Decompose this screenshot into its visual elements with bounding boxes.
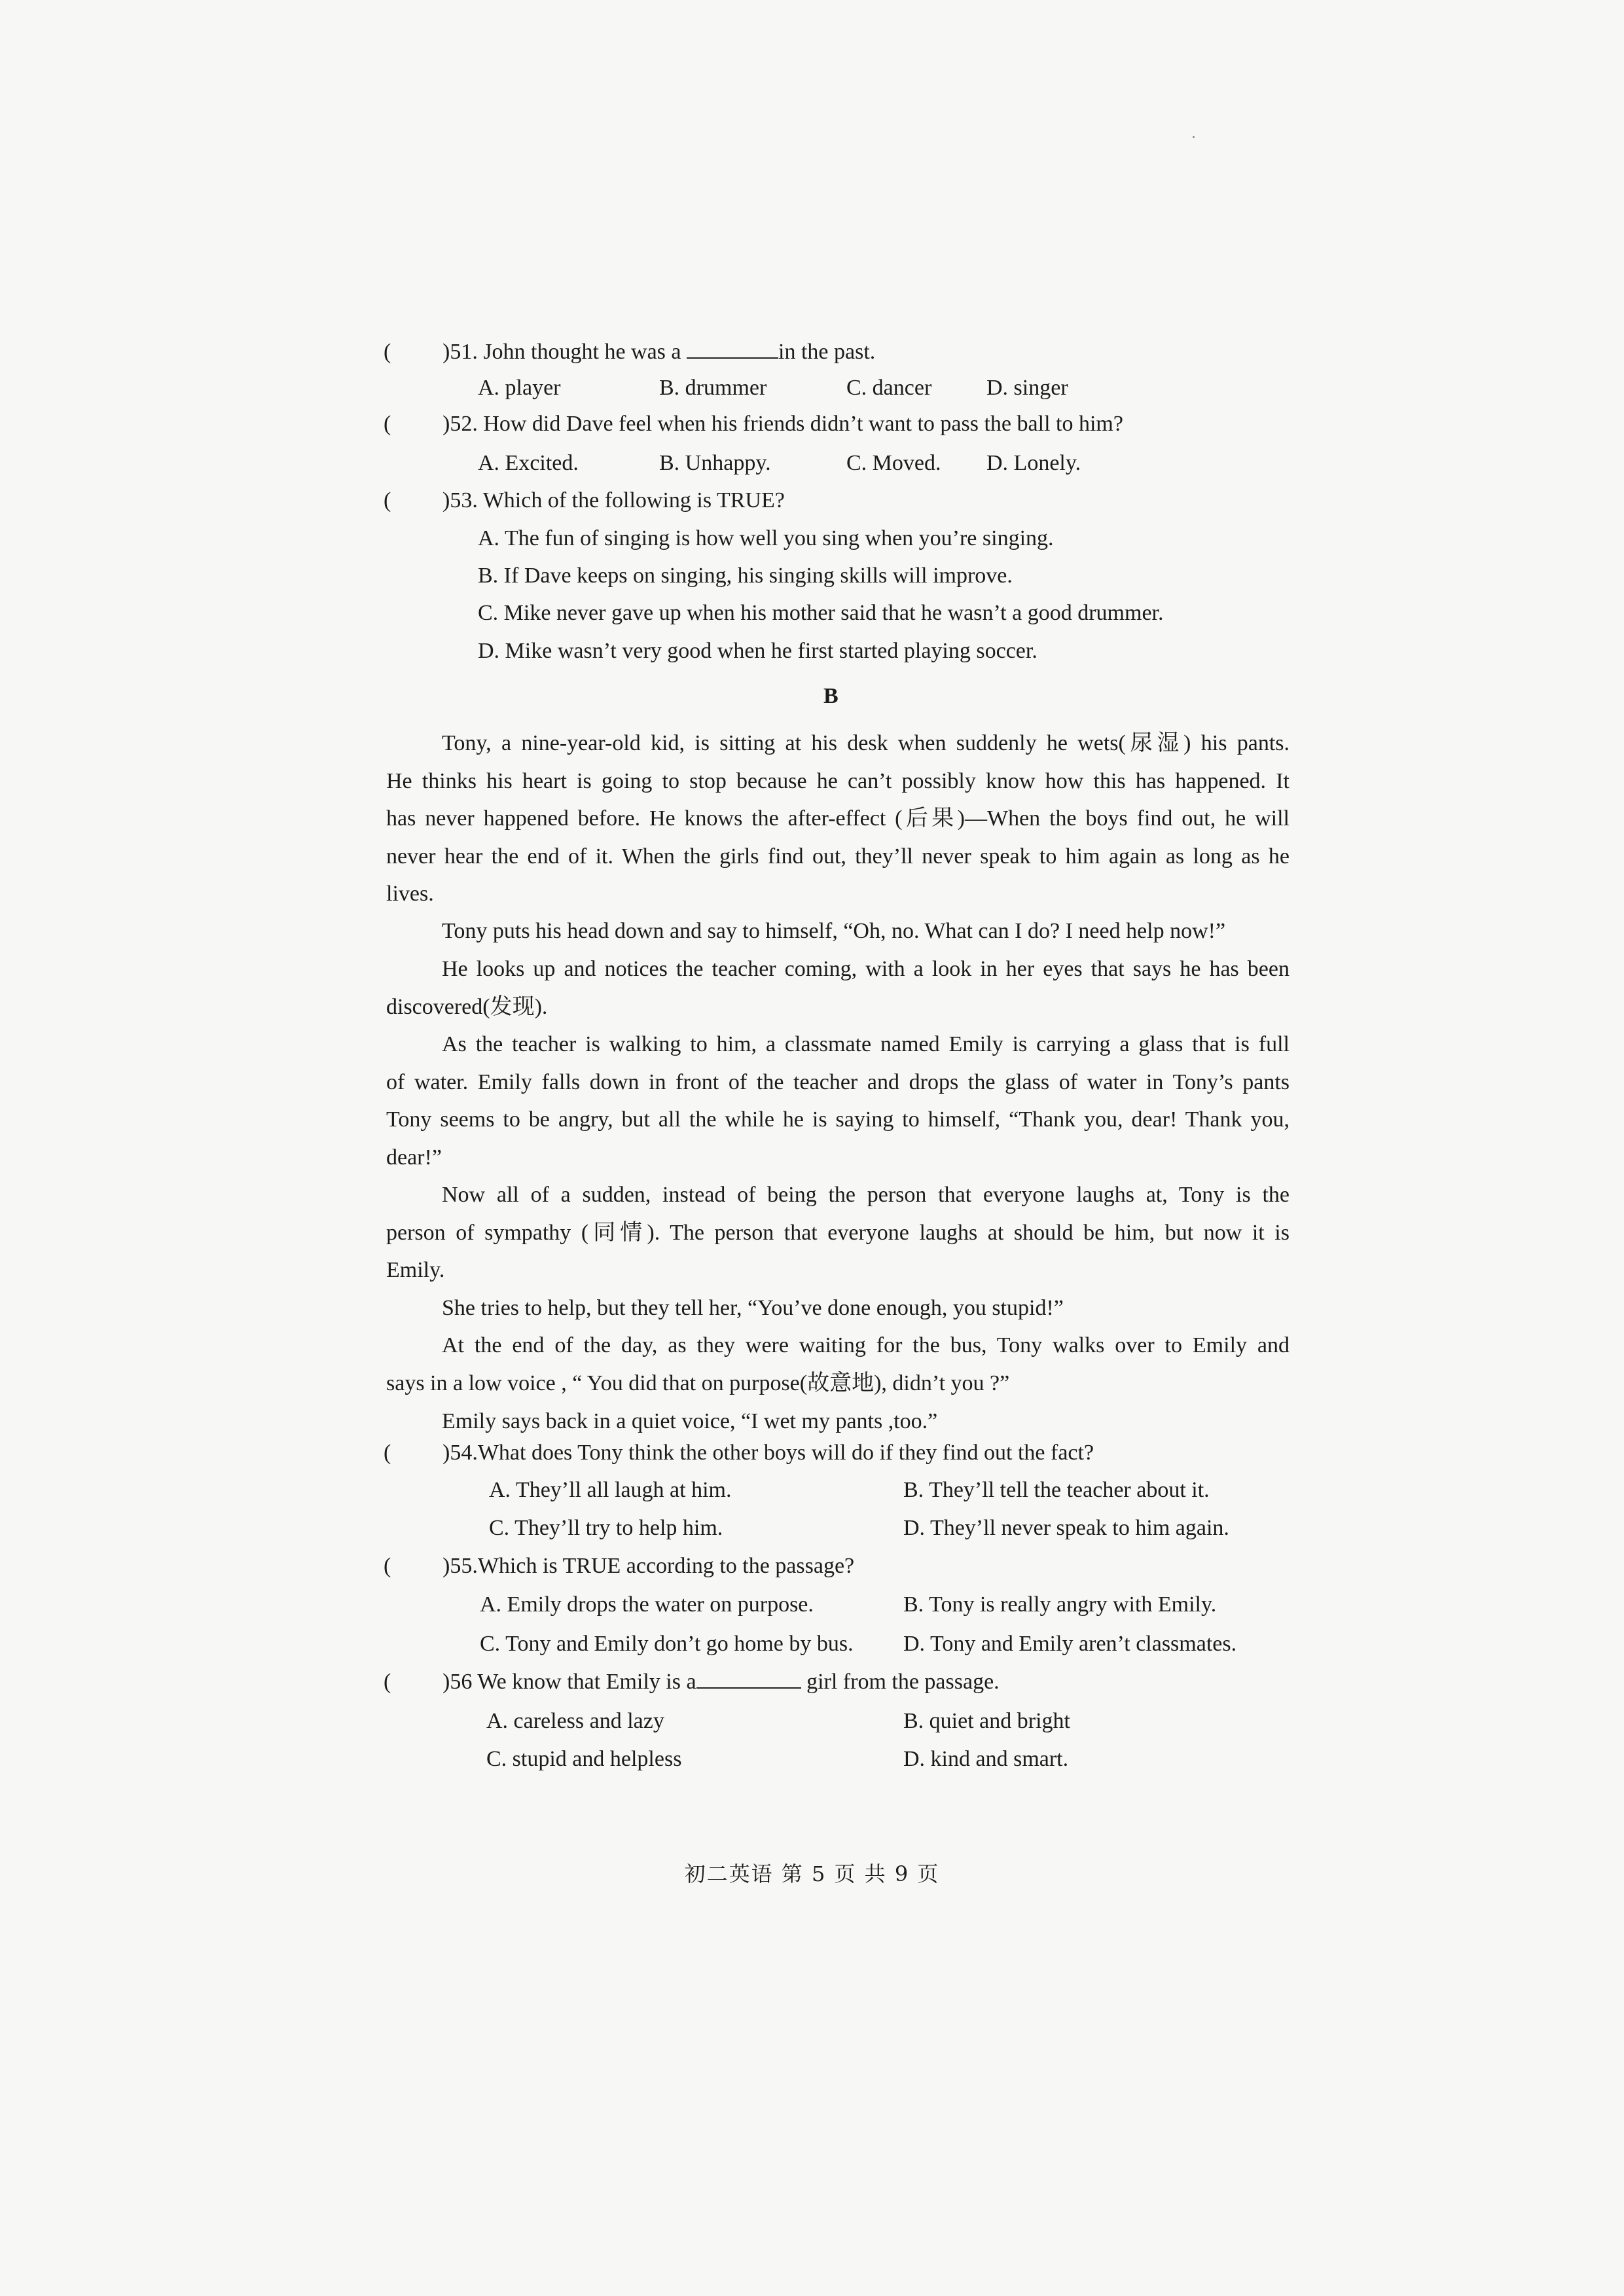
question-52 xyxy=(384,411,1123,437)
answer-bracket: ( xyxy=(384,412,391,436)
passage-line: Emily says back in a quiet voice, “I wet my pants ,too.” xyxy=(442,1409,938,1433)
passage-line: says in a low voice , “ You did that on purpose(故意地), didn’t you ?” xyxy=(386,1371,1010,1395)
option-a: A. player xyxy=(478,376,561,400)
question-51 xyxy=(384,339,875,365)
passage-paragraph-8 xyxy=(386,1403,1290,1441)
option-c: C. Tony and Emily don’t go home by bus. xyxy=(480,1632,854,1656)
question-stem-start: )51. John thought he was a xyxy=(442,340,687,364)
question-stem: )54.What does Tony think the other boys will do if they find out the fact? xyxy=(442,1441,1094,1465)
passage-paragraph-3 xyxy=(386,950,1290,1026)
option-c: C. Moved. xyxy=(846,451,941,475)
passage-line: Now all of a sudden, instead of being the person that everyone laughs at, Tony is the xyxy=(442,1183,1290,1207)
passage-paragraph-4 xyxy=(386,1026,1290,1176)
passage-line: has never happened before. He knows the after-effect (后果)—When the boys find out, he will xyxy=(386,806,1290,831)
option-a: A. They’ll all laugh at him. xyxy=(489,1478,732,1502)
option-d: D. Tony and Emily aren’t classmates. xyxy=(903,1632,1237,1656)
fill-blank xyxy=(696,1669,801,1689)
option-d: D. kind and smart. xyxy=(903,1747,1069,1771)
question-stem: )55.Which is TRUE according to the passage? xyxy=(442,1554,855,1578)
question-55 xyxy=(384,1553,854,1579)
option-b: B. quiet and bright xyxy=(903,1709,1070,1733)
passage-line: At the end of the day, as they were waiting for the bus, Tony walks over to Emily and xyxy=(442,1333,1290,1357)
passage-line: of water. Emily falls down in front of the teacher and drops the glass of water in Tony’s pants xyxy=(386,1069,1290,1094)
passage-line: He thinks his heart is going to stop because he can’t possibly know how this has happened. It xyxy=(386,768,1290,793)
passage-line: Tony seems to be angry, but all the while he is saying to himself, “Thank you, dear! Thank you, xyxy=(386,1107,1290,1132)
scan-speck xyxy=(1193,136,1195,138)
passage-line: discovered(发现). xyxy=(386,994,548,1019)
passage-paragraph-5 xyxy=(386,1176,1290,1289)
passage-line: Tony puts his head down and say to himself, “Oh, no. What can I do? I need help now!” xyxy=(442,919,1226,943)
option-d: D. singer xyxy=(986,376,1068,400)
option-d: D. Lonely. xyxy=(986,451,1081,475)
section-heading: B xyxy=(823,684,839,708)
option-b: B. Tony is really angry with Emily. xyxy=(903,1592,1217,1617)
answer-bracket: ( xyxy=(384,488,391,512)
option-d: D. Mike wasn’t very good when he first started playing soccer. xyxy=(478,639,1038,663)
question-stem-start: )56 We know that Emily is a xyxy=(442,1670,696,1694)
option-b: B. drummer xyxy=(659,376,767,400)
question-stem-end: in the past. xyxy=(778,340,876,364)
page-footer: 初二英语 第 5 页 共 9 页 xyxy=(684,1861,940,1886)
option-b: B. They’ll tell the teacher about it. xyxy=(903,1478,1210,1502)
passage-line: never hear the end of it. When the girls find out, they’ll never speak to him again as long as he xyxy=(386,844,1290,869)
option-d: D. They’ll never speak to him again. xyxy=(903,1516,1229,1540)
option-b: B. Unhappy. xyxy=(659,451,771,475)
option-a: A. The fun of singing is how well you sing when you’re singing. xyxy=(478,526,1054,550)
question-stem: )52. How did Dave feel when his friends didn’t want to pass the ball to him? xyxy=(442,412,1123,436)
passage-paragraph-6 xyxy=(386,1289,1290,1327)
question-56 xyxy=(384,1669,1000,1695)
passage-line: She tries to help, but they tell her, “You’ve done enough, you stupid!” xyxy=(442,1296,1064,1320)
option-c: C. They’ll try to help him. xyxy=(489,1516,723,1540)
answer-bracket: ( xyxy=(384,1441,391,1465)
option-c: C. stupid and helpless xyxy=(486,1747,682,1771)
option-a: A. careless and lazy xyxy=(486,1709,664,1733)
answer-bracket: ( xyxy=(384,1554,391,1578)
passage-paragraph-7 xyxy=(386,1327,1290,1402)
option-a: A. Emily drops the water on purpose. xyxy=(480,1592,814,1617)
passage-line: dear!” xyxy=(386,1145,442,1170)
option-a: A. Excited. xyxy=(478,451,579,475)
option-c: C. dancer xyxy=(846,376,932,400)
passage-line: Emily. xyxy=(386,1258,445,1282)
passage-paragraph-1 xyxy=(386,725,1290,913)
answer-bracket: ( xyxy=(384,340,391,364)
passage-line: person of sympathy (同情). The person that everyone laughs at should be him, but now it is xyxy=(386,1220,1290,1245)
fill-blank xyxy=(687,339,778,359)
option-b: B. If Dave keeps on singing, his singing skills will improve. xyxy=(478,564,1013,588)
passage-paragraph-2 xyxy=(386,912,1290,950)
question-stem-end: girl from the passage. xyxy=(801,1670,1000,1694)
passage-line: lives. xyxy=(386,882,434,906)
option-c: C. Mike never gave up when his mother said that he wasn’t a good drummer. xyxy=(478,601,1164,625)
passage-line: He looks up and notices the teacher coming, with a look in her eyes that says he has been xyxy=(442,957,1290,981)
question-stem: )53. Which of the following is TRUE? xyxy=(442,488,785,512)
passage-line: Tony, a nine-year-old kid, is sitting at his desk when suddenly he wets(尿湿) his pants. xyxy=(442,731,1290,755)
question-54 xyxy=(384,1440,1094,1466)
question-53 xyxy=(384,488,785,514)
passage-line: As the teacher is walking to him, a classmate named Emily is carrying a glass that is full xyxy=(442,1032,1290,1056)
answer-bracket: ( xyxy=(384,1670,391,1694)
